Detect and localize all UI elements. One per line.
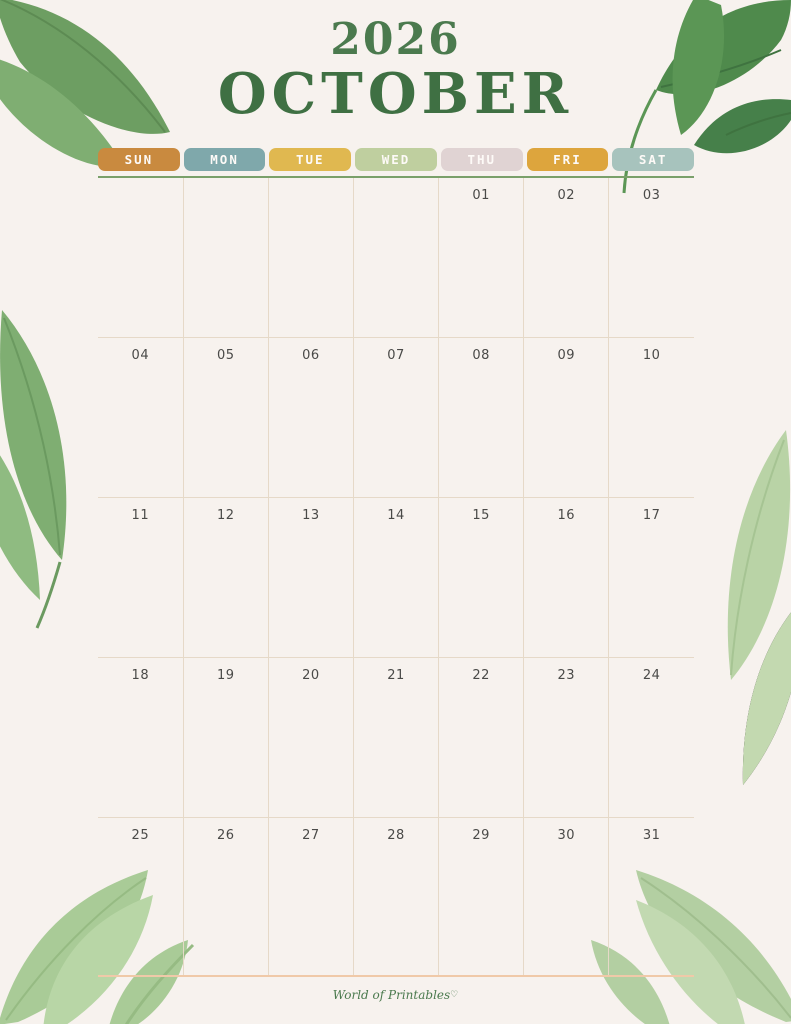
day-cell[interactable] — [98, 338, 183, 498]
day-cell[interactable] — [353, 338, 438, 498]
weekday-label: SAT — [638, 152, 668, 167]
day-cell[interactable] — [524, 818, 609, 978]
day-number: 01 — [472, 188, 490, 203]
day-number: 31 — [642, 828, 661, 843]
day-number: 07 — [387, 348, 405, 363]
day-cell[interactable] — [268, 498, 353, 658]
day-cell[interactable] — [183, 338, 268, 498]
day-number: 25 — [131, 828, 150, 843]
day-cell[interactable] — [98, 498, 183, 658]
day-cell[interactable] — [524, 338, 609, 498]
day-number: 16 — [557, 508, 576, 523]
week-row — [98, 818, 694, 978]
day-number: 27 — [302, 828, 320, 843]
day-cell[interactable] — [439, 498, 524, 658]
weekday-label: MON — [210, 152, 239, 167]
day-number: 15 — [472, 508, 490, 523]
day-cell[interactable] — [439, 658, 524, 818]
day-number: 02 — [557, 188, 576, 203]
day-cell[interactable] — [439, 178, 524, 338]
weekday-fri — [527, 148, 609, 171]
day-number: 20 — [302, 668, 320, 683]
day-cell[interactable] — [183, 178, 268, 338]
day-number: 28 — [387, 828, 405, 843]
day-number: 04 — [131, 348, 150, 363]
day-number: 22 — [472, 668, 490, 683]
day-cell[interactable] — [439, 338, 524, 498]
day-cell[interactable] — [183, 498, 268, 658]
day-number: 18 — [131, 668, 150, 683]
day-number: 11 — [131, 508, 150, 523]
calendar-grid — [98, 148, 694, 977]
day-cell[interactable] — [98, 178, 183, 338]
footer-divider — [98, 975, 694, 977]
day-number: 13 — [302, 508, 320, 523]
day-cell[interactable] — [524, 178, 609, 338]
day-cell[interactable] — [268, 338, 353, 498]
day-number: 23 — [557, 668, 576, 683]
day-number: 26 — [216, 828, 235, 843]
day-cell[interactable] — [268, 818, 353, 978]
week-row — [98, 338, 694, 498]
weekday-label: FRI — [553, 152, 582, 167]
day-number: 05 — [216, 348, 235, 363]
weekday-mon — [184, 148, 266, 171]
day-cell[interactable] — [98, 818, 183, 978]
days-table — [98, 178, 694, 977]
week-row — [98, 658, 694, 818]
day-cell[interactable] — [353, 178, 438, 338]
weekday-sun — [98, 148, 180, 171]
day-number: 24 — [642, 668, 661, 683]
day-number: 29 — [472, 828, 490, 843]
day-number: 03 — [642, 188, 661, 203]
day-number: 06 — [302, 348, 320, 363]
weekday-wed — [355, 148, 437, 171]
day-cell[interactable] — [524, 658, 609, 818]
weekday-label: THU — [467, 152, 497, 167]
day-cell[interactable] — [609, 818, 694, 978]
day-number: 17 — [642, 508, 661, 523]
weekday-thu — [441, 148, 523, 171]
day-cell[interactable] — [609, 338, 694, 498]
weekday-label: SUN — [124, 152, 154, 167]
day-number: 10 — [642, 348, 661, 363]
day-number: 14 — [387, 508, 405, 523]
day-number: 30 — [557, 828, 576, 843]
footer-branding — [0, 988, 791, 1002]
day-cell[interactable] — [353, 498, 438, 658]
day-number: 12 — [216, 508, 235, 523]
weekday-sat — [612, 148, 694, 171]
day-cell[interactable] — [524, 498, 609, 658]
day-number: 21 — [387, 668, 405, 683]
day-number: 19 — [216, 668, 235, 683]
day-cell[interactable] — [183, 658, 268, 818]
day-cell[interactable] — [183, 818, 268, 978]
day-cell[interactable] — [609, 178, 694, 338]
year-title: 2026 — [330, 14, 461, 65]
day-number: 08 — [472, 348, 490, 363]
weekday-tue — [269, 148, 351, 171]
day-cell[interactable] — [439, 818, 524, 978]
weekday-label: WED — [381, 152, 411, 167]
day-cell[interactable] — [609, 658, 694, 818]
day-cell[interactable] — [353, 818, 438, 978]
day-cell[interactable] — [98, 658, 183, 818]
footer-text: World of Printables — [332, 988, 451, 1002]
heart-icon: ♡ — [450, 990, 459, 1000]
week-row — [98, 498, 694, 658]
weekday-label: TUE — [296, 152, 325, 167]
calendar-header — [0, 14, 791, 127]
weekday-header-row — [98, 148, 694, 171]
week-row — [98, 178, 694, 338]
day-cell[interactable] — [609, 498, 694, 658]
month-title: OCTOBER — [217, 61, 574, 127]
day-number: 09 — [557, 348, 576, 363]
day-cell[interactable] — [268, 658, 353, 818]
day-cell[interactable] — [353, 658, 438, 818]
day-cell[interactable] — [268, 178, 353, 338]
leaf-left-middle-icon — [0, 300, 112, 630]
